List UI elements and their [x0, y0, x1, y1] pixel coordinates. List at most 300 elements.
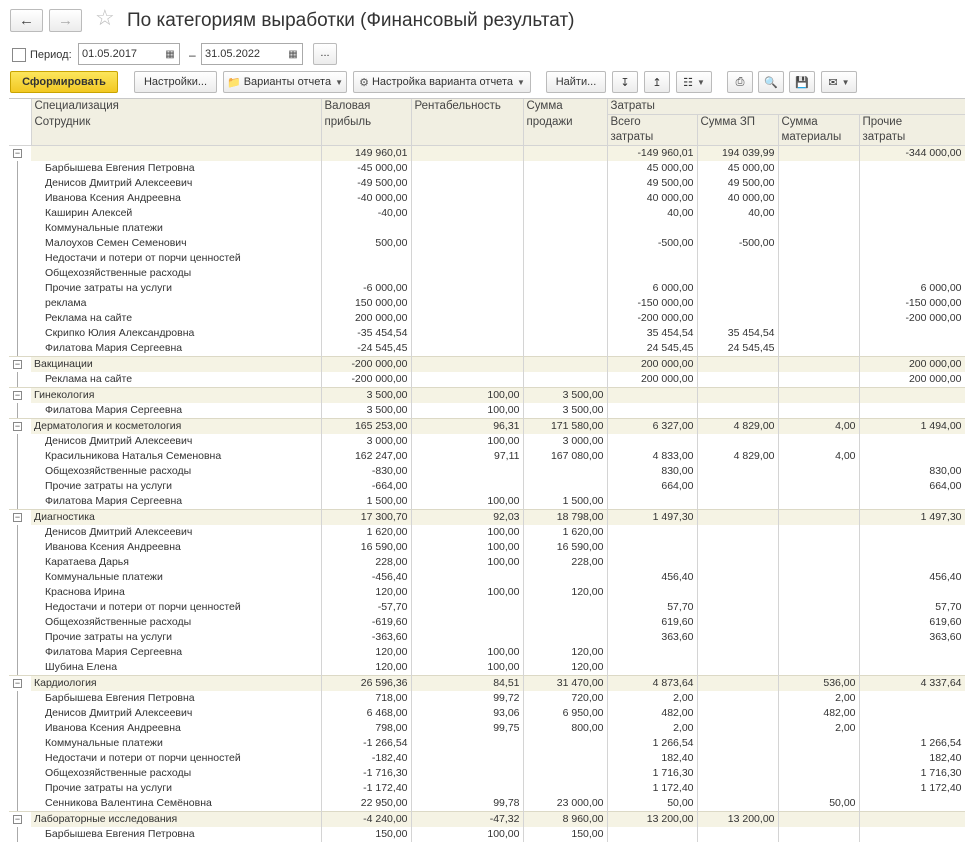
row-label: Реклама на сайте [31, 372, 321, 388]
cell-value [697, 357, 778, 373]
table-row[interactable] [9, 341, 965, 357]
cell-value [411, 326, 523, 341]
cell-value [523, 266, 607, 281]
tree-line [17, 449, 18, 464]
cell-value [778, 296, 859, 311]
tree-header [9, 99, 31, 146]
cell-value: -456,40 [321, 570, 411, 585]
cell-value: 100,00 [411, 434, 523, 449]
cell-value: 482,00 [778, 706, 859, 721]
tree-cell [9, 146, 31, 162]
tree-cell [9, 721, 31, 736]
collapse-icon[interactable]: − [14, 390, 21, 400]
table-row[interactable] [9, 796, 965, 812]
cell-value: 1 716,30 [607, 766, 697, 781]
row-label: Филатова Мария Сергеевна [31, 341, 321, 357]
cell-value: 363,60 [607, 630, 697, 645]
cell-value [411, 146, 523, 162]
group-row[interactable] [9, 357, 965, 373]
table-row[interactable] [9, 585, 965, 600]
cell-value: -40 000,00 [321, 191, 411, 206]
cell-value [778, 372, 859, 388]
row-label: Гинекология [31, 388, 321, 404]
cell-value [778, 540, 859, 555]
cell-value [411, 161, 523, 176]
tree-cell [9, 357, 31, 373]
find-button[interactable]: Найти... [546, 71, 606, 93]
table-row[interactable] [9, 221, 965, 236]
cell-value [859, 525, 965, 540]
tree-cell [9, 176, 31, 191]
table-row[interactable] [9, 781, 965, 796]
tree-line [17, 766, 18, 781]
row-label: Барбышева Евгения Петровна [31, 827, 321, 842]
cell-value: 120,00 [523, 585, 607, 600]
tree-cell [9, 449, 31, 464]
header-materials[interactable]: Сумма [778, 115, 859, 131]
tree-cell [9, 827, 31, 842]
cell-value [778, 479, 859, 494]
cell-value: 194 039,99 [697, 146, 778, 162]
variant-settings-button[interactable] [353, 71, 531, 93]
cell-value [523, 357, 607, 373]
table-row[interactable] [9, 736, 965, 751]
cell-value [697, 600, 778, 615]
collapse-icon[interactable]: − [14, 359, 21, 369]
row-label: Барбышева Евгения Петровна [31, 161, 321, 176]
cell-value: 18 798,00 [523, 510, 607, 526]
cell-value [859, 266, 965, 281]
cell-value: -619,60 [321, 615, 411, 630]
header-other[interactable]: Прочие [859, 115, 965, 131]
cell-value: 800,00 [523, 721, 607, 736]
cell-value [697, 311, 778, 326]
table-row[interactable] [9, 176, 965, 191]
tree-line [17, 296, 18, 311]
cell-value [859, 585, 965, 600]
cell-value: 200 000,00 [321, 311, 411, 326]
table-row[interactable] [9, 161, 965, 176]
cell-value: 2,00 [778, 721, 859, 736]
cell-value [859, 555, 965, 570]
header-gross[interactable]: Валовая [321, 99, 411, 115]
cell-value: 150 000,00 [321, 296, 411, 311]
cell-value [778, 357, 859, 373]
cell-value [778, 570, 859, 585]
cell-value: 150,00 [523, 827, 607, 842]
row-label: Лабораторные исследования [31, 812, 321, 828]
period-checkbox[interactable] [12, 48, 26, 62]
cell-value [411, 781, 523, 796]
tree-cell [9, 236, 31, 251]
table-row[interactable] [9, 615, 965, 630]
header-total-2: затраты [607, 130, 697, 146]
cell-value: 13 200,00 [697, 812, 778, 828]
cell-value [523, 326, 607, 341]
cell-value [778, 827, 859, 842]
cell-value: 200 000,00 [859, 372, 965, 388]
row-label: Реклама на сайте [31, 311, 321, 326]
cell-value: -24 545,45 [321, 341, 411, 357]
cell-value: -1 716,30 [321, 766, 411, 781]
cell-value: 1 266,54 [607, 736, 697, 751]
cell-value: 718,00 [321, 691, 411, 706]
cell-value: 17 300,70 [321, 510, 411, 526]
cell-value: -830,00 [321, 464, 411, 479]
cell-value [523, 570, 607, 585]
cell-value: 167 080,00 [523, 449, 607, 464]
tree-cell [9, 510, 31, 526]
table-row[interactable] [9, 191, 965, 206]
table-row[interactable] [9, 751, 965, 766]
cell-value: 149 960,01 [321, 146, 411, 162]
forward-button[interactable] [49, 9, 82, 32]
header-other-2: затраты [859, 130, 965, 146]
period-select-button[interactable]: ... [313, 43, 337, 65]
table-row[interactable] [9, 555, 965, 570]
generate-button[interactable]: Сформировать [10, 71, 118, 93]
cell-value [697, 751, 778, 766]
cell-value: 182,40 [607, 751, 697, 766]
grouping-icon[interactable]: ☷ ▼ [676, 71, 712, 93]
chevron-down-icon: ▼ [696, 77, 705, 87]
cell-value [607, 660, 697, 676]
cell-value [697, 434, 778, 449]
tree-line [17, 176, 18, 191]
cell-value [411, 251, 523, 266]
table-row[interactable] [9, 525, 965, 540]
cell-value: 3 500,00 [321, 403, 411, 419]
tree-line [17, 494, 18, 509]
favorite-star-icon[interactable]: ☆ [95, 5, 115, 30]
table-row[interactable] [9, 827, 965, 842]
tree-cell [9, 326, 31, 341]
header-materials-2: материалы [778, 130, 859, 146]
cell-value: 100,00 [411, 585, 523, 600]
cell-value: 830,00 [859, 464, 965, 479]
tree-cell [9, 660, 31, 676]
title-bar [0, 0, 965, 42]
tree-cell [9, 464, 31, 479]
cell-value [607, 645, 697, 660]
row-label: Денисов Дмитрий Алексеевич [31, 434, 321, 449]
cell-value: 482,00 [607, 706, 697, 721]
row-label: Общехозяйственные расходы [31, 464, 321, 479]
settings-button[interactable]: Настройки... [134, 71, 217, 93]
header-sales[interactable]: Сумма [523, 99, 607, 115]
table-row[interactable] [9, 311, 965, 326]
cell-value [523, 221, 607, 236]
tree-line [17, 161, 18, 176]
cell-value [523, 161, 607, 176]
cell-value: 99,78 [411, 796, 523, 812]
cell-value [859, 645, 965, 660]
cell-value [859, 660, 965, 676]
cell-value [411, 266, 523, 281]
cell-value: 162 247,00 [321, 449, 411, 464]
table-row[interactable] [9, 266, 965, 281]
cell-value [859, 449, 965, 464]
tree-line [17, 372, 18, 387]
cell-value: -344 000,00 [859, 146, 965, 162]
cell-value: -35 454,54 [321, 326, 411, 341]
calendar-to-icon[interactable]: ▦ [288, 48, 298, 60]
cell-value: 1 716,30 [859, 766, 965, 781]
cell-value: 8 960,00 [523, 812, 607, 828]
table-row[interactable] [9, 706, 965, 721]
collapse-icon[interactable]: − [14, 512, 21, 522]
cell-value: 100,00 [411, 660, 523, 676]
header-costs[interactable]: Затраты [607, 99, 965, 115]
cell-value: 97,11 [411, 449, 523, 464]
table-row[interactable] [9, 326, 965, 341]
cell-value: 2,00 [607, 691, 697, 706]
table-row[interactable] [9, 236, 965, 251]
cell-value: 363,60 [859, 630, 965, 645]
tree-cell [9, 341, 31, 357]
table-row[interactable] [9, 570, 965, 585]
cell-value: 45 000,00 [697, 161, 778, 176]
cell-value [778, 326, 859, 341]
cell-value: 182,40 [859, 751, 965, 766]
table-row[interactable] [9, 372, 965, 388]
group-row[interactable] [9, 510, 965, 526]
cell-value [778, 615, 859, 630]
cell-value: 171 580,00 [523, 419, 607, 435]
cell-value [697, 796, 778, 812]
cell-value [321, 221, 411, 236]
cell-value [778, 766, 859, 781]
arrow-right-icon: → [58, 12, 73, 29]
cell-value: 6 000,00 [607, 281, 697, 296]
tree-cell [9, 281, 31, 296]
cell-value: 1 500,00 [321, 494, 411, 510]
cell-value: 4 337,64 [859, 676, 965, 692]
table-row[interactable] [9, 540, 965, 555]
table-row[interactable] [9, 645, 965, 660]
cell-value: -363,60 [321, 630, 411, 645]
cell-value [778, 281, 859, 296]
tree-line [17, 341, 18, 356]
table-row[interactable] [9, 721, 965, 736]
chevron-down-icon: ▼ [335, 77, 343, 87]
calendar-from-icon[interactable]: ▦ [165, 48, 175, 60]
cell-value [859, 326, 965, 341]
cell-value: -150 000,00 [859, 296, 965, 311]
cell-value: 49 500,00 [607, 176, 697, 191]
cell-value [778, 403, 859, 419]
sort-descending-icon[interactable]: ↧ [612, 71, 638, 93]
row-label: Каратаева Дарья [31, 555, 321, 570]
cell-value [697, 676, 778, 692]
cell-value: 50,00 [778, 796, 859, 812]
table-row[interactable] [9, 434, 965, 449]
group-row[interactable] [9, 419, 965, 435]
print-icon[interactable]: ⎙ [727, 71, 753, 93]
cell-value [697, 281, 778, 296]
cell-value [607, 827, 697, 842]
header-spec[interactable]: Специализация [31, 99, 321, 115]
cell-value [697, 221, 778, 236]
header-profitability[interactable]: Рентабельность [411, 99, 523, 146]
table-row[interactable] [9, 479, 965, 494]
tree-cell [9, 479, 31, 494]
tree-line [17, 691, 18, 706]
cell-value [411, 615, 523, 630]
row-label: Скрипко Юлия Александровна [31, 326, 321, 341]
cell-value: 16 590,00 [523, 540, 607, 555]
row-label: Коммунальные платежи [31, 570, 321, 585]
back-button[interactable] [10, 9, 43, 32]
cell-value: 57,70 [607, 600, 697, 615]
cell-value: 40,00 [607, 206, 697, 221]
cell-value [778, 736, 859, 751]
table-row[interactable] [9, 251, 965, 266]
cell-value [607, 403, 697, 419]
cell-value [411, 296, 523, 311]
tree-cell [9, 191, 31, 206]
cell-value [778, 494, 859, 510]
cell-value: 6 000,00 [859, 281, 965, 296]
cell-value: 120,00 [321, 660, 411, 676]
table-row[interactable] [9, 600, 965, 615]
cell-value: 3 500,00 [523, 403, 607, 419]
cell-value: -47,32 [411, 812, 523, 828]
tree-line [17, 464, 18, 479]
table-row[interactable] [9, 403, 965, 419]
header-salary[interactable]: Сумма ЗП [697, 115, 778, 146]
cell-value [411, 206, 523, 221]
header-employee[interactable]: Сотрудник [31, 115, 321, 146]
cell-value [523, 630, 607, 645]
collapse-icon[interactable]: − [14, 148, 21, 158]
cell-value: 150,00 [321, 827, 411, 842]
header-sales-2: продажи [523, 115, 607, 146]
tree-cell [9, 691, 31, 706]
group-row[interactable] [9, 146, 965, 162]
cell-value: 100,00 [411, 403, 523, 419]
row-label: Малоухов Семен Семенович [31, 236, 321, 251]
preview-icon[interactable]: 🔍 [758, 71, 784, 93]
cell-value: 536,00 [778, 676, 859, 692]
row-label: Филатова Мария Сергеевна [31, 645, 321, 660]
cell-value [523, 191, 607, 206]
group-row[interactable] [9, 388, 965, 404]
header-total[interactable]: Всего [607, 115, 697, 131]
sort-ascending-icon[interactable]: ↥ [644, 71, 670, 93]
cell-value [697, 540, 778, 555]
table-row[interactable] [9, 660, 965, 676]
table-row[interactable] [9, 691, 965, 706]
row-label: Диагностика [31, 510, 321, 526]
cell-value: 23 000,00 [523, 796, 607, 812]
table-row[interactable] [9, 464, 965, 479]
cell-value [411, 570, 523, 585]
row-label: Иванова Ксения Андреевна [31, 721, 321, 736]
cell-value [523, 751, 607, 766]
row-label: Общехозяйственные расходы [31, 766, 321, 781]
period-dash: – [189, 48, 196, 62]
tree-line [17, 721, 18, 736]
cell-value [523, 146, 607, 162]
table-row[interactable] [9, 449, 965, 464]
cell-value: 24 545,45 [607, 341, 697, 357]
header-row-1 [9, 99, 965, 115]
row-label: Красильникова Наталья Семеновна [31, 449, 321, 464]
cell-value [411, 221, 523, 236]
table-row[interactable] [9, 494, 965, 510]
cell-value [411, 479, 523, 494]
cell-value: 456,40 [607, 570, 697, 585]
cell-value [859, 827, 965, 842]
mail-icon[interactable]: ✉ ▼ [821, 71, 857, 93]
cell-value [523, 281, 607, 296]
cell-value [778, 630, 859, 645]
report-table-area[interactable] [9, 98, 965, 842]
collapse-icon[interactable]: − [14, 814, 21, 824]
cell-value: 31 470,00 [523, 676, 607, 692]
tree-line [17, 736, 18, 751]
table-row[interactable] [9, 766, 965, 781]
cell-value [697, 570, 778, 585]
row-label: реклама [31, 296, 321, 311]
collapse-icon[interactable]: − [14, 421, 21, 431]
collapse-icon[interactable]: − [14, 678, 21, 688]
tree-cell [9, 419, 31, 435]
cell-value [411, 176, 523, 191]
cell-value [607, 525, 697, 540]
cell-value: -4 240,00 [321, 812, 411, 828]
cell-value: -1 172,40 [321, 781, 411, 796]
table-row[interactable] [9, 206, 965, 221]
cell-value: 3 500,00 [321, 388, 411, 404]
cell-value: -664,00 [321, 479, 411, 494]
tree-cell [9, 161, 31, 176]
tree-cell [9, 676, 31, 692]
cell-value: 120,00 [321, 645, 411, 660]
cell-value: 96,31 [411, 419, 523, 435]
cell-value [411, 311, 523, 326]
cell-value [523, 206, 607, 221]
cell-value [778, 311, 859, 326]
cell-value: 84,51 [411, 676, 523, 692]
row-label: Каширин Алексей [31, 206, 321, 221]
row-label: Недостачи и потери от порчи ценностей [31, 600, 321, 615]
row-label [31, 146, 321, 162]
cell-value: 200 000,00 [607, 357, 697, 373]
group-row[interactable] [9, 812, 965, 828]
report-variants-button[interactable] [223, 71, 347, 93]
save-icon[interactable]: 💾 [789, 71, 815, 93]
cell-value [411, 357, 523, 373]
row-label: Прочие затраты на услуги [31, 630, 321, 645]
table-row[interactable] [9, 281, 965, 296]
tree-cell [9, 751, 31, 766]
group-row[interactable] [9, 676, 965, 692]
cell-value: 40 000,00 [607, 191, 697, 206]
cell-value [859, 251, 965, 266]
cell-value [607, 388, 697, 404]
cell-value: 45 000,00 [607, 161, 697, 176]
row-label: Барбышева Евгения Петровна [31, 691, 321, 706]
cell-value [778, 236, 859, 251]
table-row[interactable] [9, 630, 965, 645]
cell-value: 99,75 [411, 721, 523, 736]
table-row[interactable] [9, 296, 965, 311]
cell-value [411, 736, 523, 751]
cell-value [607, 540, 697, 555]
cell-value [607, 266, 697, 281]
